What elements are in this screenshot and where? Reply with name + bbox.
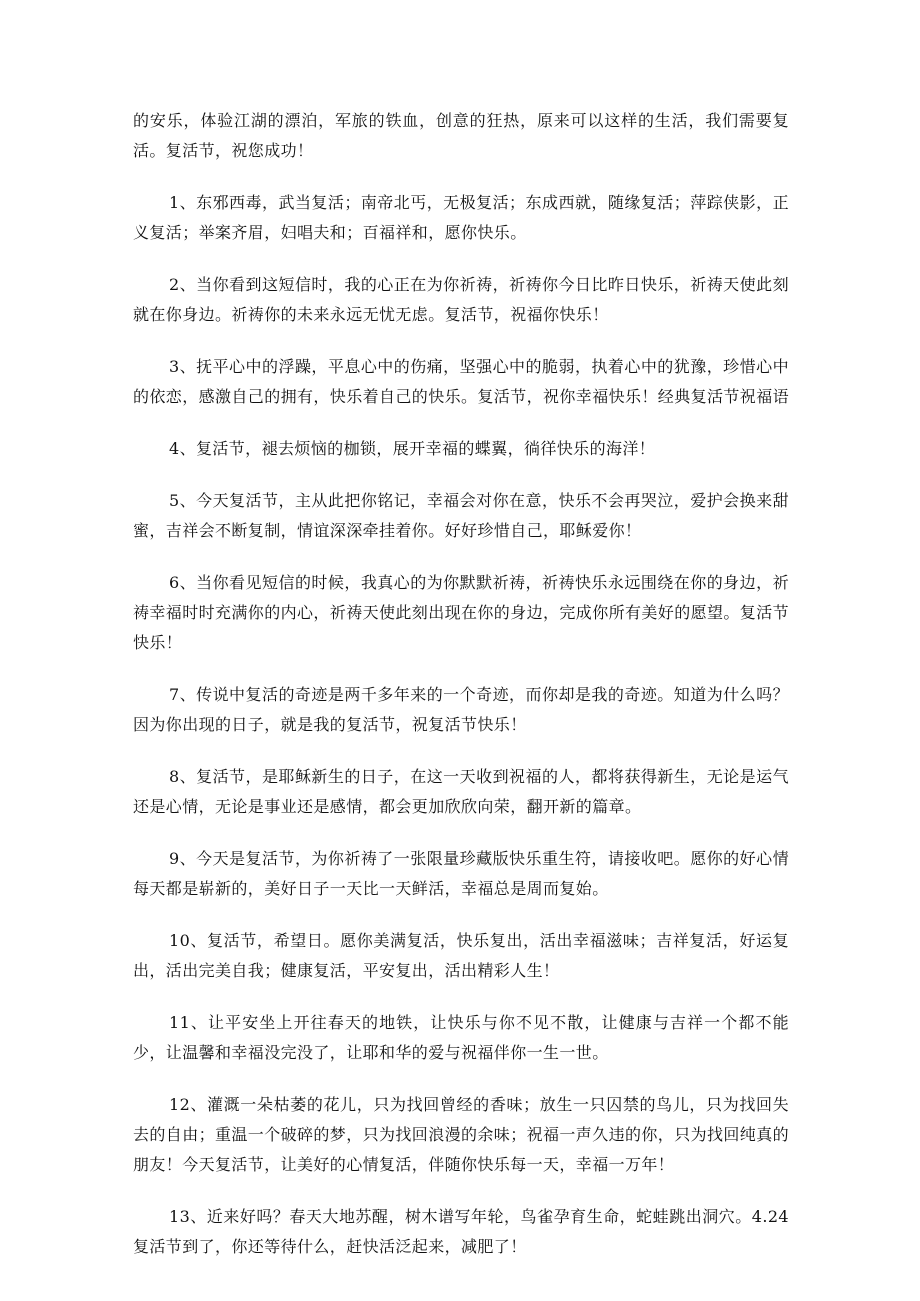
paragraph-6: 6、当你看见短信的时候，我真心的为你默默祈祷，祈祷快乐永远围绕在你的身边，祈祷幸福时时充满你的内心，祈祷天使此刻出现在你的身边，完成你所有美好的愿望。复活节快乐！	[133, 573, 790, 652]
paragraph-10: 10、复活节，希望日。愿你美满复活，快乐复出，活出幸福滋味；吉祥复活，好运复出，活出完美自我；健康复活，平安复出，活出精彩人生！	[133, 931, 789, 980]
paragraph-8: 8、复活节，是耶稣新生的日子，在这一天收到祝福的人，都将获得新生，无论是运气还是心情，无论是事业还是感情，都会更加欣欣向荣，翻开新的篇章。	[133, 767, 789, 816]
paragraph-11: 11、让平安坐上开往春天的地铁，让快乐与你不见不散，让健康与吉祥一个都不能少，让温馨和幸福没完没了，让耶和华的爱与祝福伴你一生一世。	[133, 1013, 789, 1062]
paragraph-7: 7、传说中复活的奇迹是两千多年来的一个奇迹，而你却是我的奇迹。知道为什么吗？因为你出现的日子，就是我的复活节，祝复活节快乐！	[133, 685, 789, 734]
paragraph-3: 3、抚平心中的浮躁，平息心中的伤痛，坚强心中的脆弱，执着心中的犹豫，珍惜心中的依恋，感激自己的拥有，快乐着自己的快乐。复活节，祝你幸福快乐！经典复活节祝福语	[133, 357, 790, 406]
paragraph-1: 1、东邪西毒，武当复活；南帝北丐，无极复活；东成西就，随缘复活；萍踪侠影，正义复活；举案齐眉，妇唱夫和；百福祥和，愿你快乐。	[133, 193, 789, 242]
paragraph-intro: 的安乐，体验江湖的漂泊，军旅的铁血，创意的狂热，原来可以这样的生活，我们需要复活。复活节，祝您成功！	[133, 111, 789, 160]
paragraph-12: 12、灌溉一朵枯萎的花儿，只为找回曾经的香味；放生一只囚禁的鸟儿，只为找回失去的自由；重温一个破碎的梦，只为找回浪漫的余味；祝福一声久违的你，只为找回纯真的朋友！今天复活节，让美好的心情复活，伴随你快乐每一天，幸福一万年！	[133, 1095, 790, 1174]
paragraph-4: 4、复活节，褪去烦恼的枷锁，展开幸福的蝶翼，徜徉快乐的海洋！	[169, 439, 656, 458]
paragraph-9: 9、今天是复活节，为你祈祷了一张限量珍藏版快乐重生符，请接收吧。愿你的好心情每天都是崭新的，美好日子一天比一天鲜活，幸福总是周而复始。	[133, 849, 789, 898]
paragraph-13: 13、近来好吗？春天大地苏醒，树木谱写年轮，鸟雀孕育生命，蛇蛙跳出洞穴。4.24复活节到了，你还等待什么，赶快活泛起来，减肥了！	[133, 1207, 789, 1256]
paragraph-5: 5、今天复活节，主从此把你铭记，幸福会对你在意，快乐不会再哭泣，爱护会换来甜蜜，吉祥会不断复制，情谊深深牵挂着你。好好珍惜自己，耶稣爱你！	[133, 491, 789, 540]
document-body	[133, 106, 789, 1284]
paragraph-2: 2、当你看到这短信时，我的心正在为你祈祷，祈祷你今日比昨日快乐，祈祷天使此刻就在你身边。祈祷你的未来永远无忧无虑。复活节，祝福你快乐！	[133, 275, 789, 324]
